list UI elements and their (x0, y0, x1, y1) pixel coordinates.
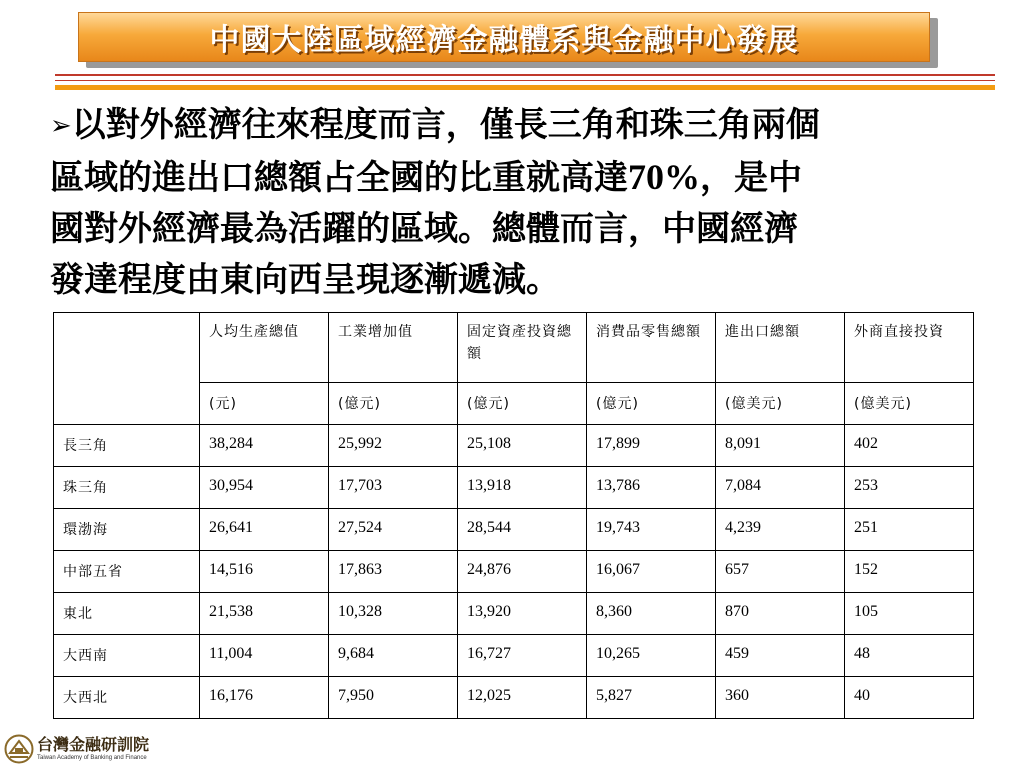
unit-cell: (億美元) (845, 383, 974, 425)
value-cell: 12,025 (458, 677, 587, 719)
value-cell: 253 (845, 467, 974, 509)
value-cell: 5,827 (587, 677, 716, 719)
table-row (54, 551, 974, 593)
value-cell: 10,265 (587, 635, 716, 677)
header-cell: 工業增加值 (329, 313, 458, 383)
paragraph-text-2a: 區域的進出口總額占全國的比重就高達 (50, 158, 628, 198)
value-cell: 251 (845, 509, 974, 551)
divider-orange (55, 85, 995, 90)
region-cell: 大西南 (54, 635, 200, 677)
paragraph-line-2 (50, 152, 970, 204)
regional-economy-table (53, 312, 974, 719)
table-row (54, 425, 974, 467)
paragraph-line-1 (50, 100, 970, 152)
title-banner (78, 12, 930, 62)
academy-emblem-icon (4, 734, 34, 764)
value-cell: 657 (716, 551, 845, 593)
body-paragraph (50, 100, 970, 306)
footer-texts (37, 736, 149, 762)
region-cell: 珠三角 (54, 467, 200, 509)
table-row (54, 677, 974, 719)
table-header-row (54, 313, 974, 383)
value-cell: 40 (845, 677, 974, 719)
unit-cell: (元) (200, 383, 329, 425)
value-cell: 105 (845, 593, 974, 635)
value-cell: 9,684 (329, 635, 458, 677)
region-cell: 東北 (54, 593, 200, 635)
unit-cell: (億元) (329, 383, 458, 425)
value-cell: 7,950 (329, 677, 458, 719)
table-row (54, 509, 974, 551)
unit-cell: (億美元) (716, 383, 845, 425)
header-cell: 進出口總額 (716, 313, 845, 383)
header-cell: 消費品零售總額 (587, 313, 716, 383)
divider-red (55, 74, 995, 76)
value-cell: 19,743 (587, 509, 716, 551)
header-empty-cell (54, 313, 200, 425)
slide-title: 中國大陸區域經濟金融體系與金融中心發展 (209, 23, 799, 58)
region-cell: 中部五省 (54, 551, 200, 593)
value-cell: 7,084 (716, 467, 845, 509)
arrow-bullet-icon: ➢ (50, 111, 72, 141)
value-cell: 25,108 (458, 425, 587, 467)
value-cell: 16,176 (200, 677, 329, 719)
paragraph-line-3: 國對外經濟最為活躍的區域。總體而言，中國經濟 (50, 209, 798, 249)
header-cell: 外商直接投資 (845, 313, 974, 383)
value-cell: 28,544 (458, 509, 587, 551)
value-cell: 4,239 (716, 509, 845, 551)
paragraph-text-2c: ，是中 (700, 158, 802, 198)
value-cell: 13,920 (458, 593, 587, 635)
value-cell: 24,876 (458, 551, 587, 593)
paragraph-line-4: 發達程度由東向西呈現逐漸遞減。 (50, 260, 560, 300)
region-cell: 大西北 (54, 677, 200, 719)
unit-cell: (億元) (587, 383, 716, 425)
value-cell: 13,786 (587, 467, 716, 509)
paragraph-percentage: 70% (628, 157, 700, 197)
value-cell: 27,524 (329, 509, 458, 551)
value-cell: 360 (716, 677, 845, 719)
value-cell: 17,899 (587, 425, 716, 467)
value-cell: 152 (845, 551, 974, 593)
value-cell: 459 (716, 635, 845, 677)
region-cell: 環渤海 (54, 509, 200, 551)
header-cell: 人均生產總值 (200, 313, 329, 383)
value-cell: 402 (845, 425, 974, 467)
value-cell: 26,641 (200, 509, 329, 551)
header-cell: 固定資產投資總額 (458, 313, 587, 383)
value-cell: 17,863 (329, 551, 458, 593)
value-cell: 11,004 (200, 635, 329, 677)
academy-name-en: Taiwan Academy of Banking and Finance (37, 755, 147, 761)
footer-logo (4, 733, 204, 765)
value-cell: 38,284 (200, 425, 329, 467)
value-cell: 13,918 (458, 467, 587, 509)
paragraph-text-1: 以對外經濟往來程度而言，僅長三角和珠三角兩個 (71, 105, 820, 145)
value-cell: 10,328 (329, 593, 458, 635)
unit-cell: (億元) (458, 383, 587, 425)
value-cell: 48 (845, 635, 974, 677)
value-cell: 14,516 (200, 551, 329, 593)
value-cell: 870 (716, 593, 845, 635)
value-cell: 8,091 (716, 425, 845, 467)
table-row (54, 635, 974, 677)
value-cell: 25,992 (329, 425, 458, 467)
table-row (54, 467, 974, 509)
value-cell: 16,727 (458, 635, 587, 677)
divider-red-thin (55, 80, 995, 81)
value-cell: 17,703 (329, 467, 458, 509)
value-cell: 21,538 (200, 593, 329, 635)
region-cell: 長三角 (54, 425, 200, 467)
value-cell: 30,954 (200, 467, 329, 509)
value-cell: 8,360 (587, 593, 716, 635)
table-row (54, 593, 974, 635)
value-cell: 16,067 (587, 551, 716, 593)
academy-name-cn: 台灣金融研訓院 (37, 735, 150, 754)
